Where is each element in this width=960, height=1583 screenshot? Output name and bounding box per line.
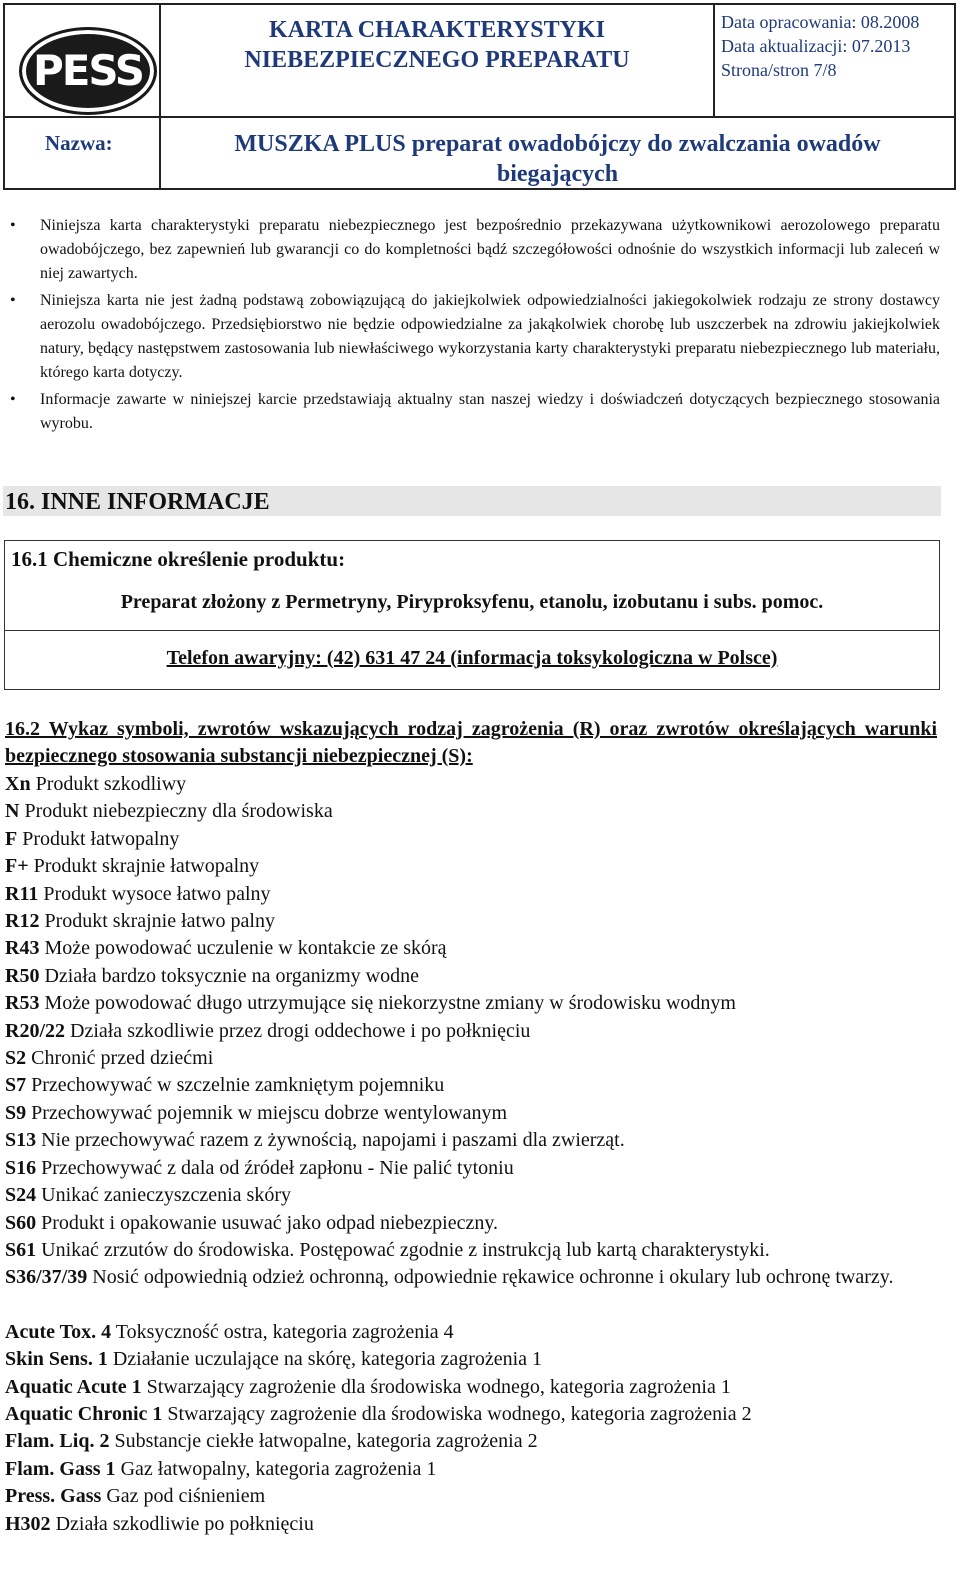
code-entry <box>5 826 940 853</box>
code-symbol: S16 <box>5 1156 37 1179</box>
code-entry <box>5 1155 940 1182</box>
code-entry <box>5 798 940 825</box>
code-symbol: Press. Gass <box>5 1485 102 1508</box>
code-symbol: S2 <box>5 1047 27 1070</box>
pess-logo-icon <box>19 27 157 115</box>
code-description: Stwarzający zagrożenie dla środowiska wodnego, kategoria zagrożenia 2 <box>162 1402 752 1425</box>
document-header <box>3 3 956 190</box>
code-entry <box>5 1456 940 1483</box>
product-name-line-2: biegających <box>496 161 619 187</box>
code-symbol: H302 <box>5 1512 51 1535</box>
code-entry <box>5 963 940 990</box>
code-entry <box>5 1045 940 1072</box>
code-symbol: S24 <box>5 1184 37 1207</box>
code-symbol: R12 <box>5 910 40 933</box>
code-description: Unikać zanieczyszczenia skóry <box>36 1184 291 1207</box>
code-symbol: R43 <box>5 937 40 960</box>
disclaimer-list <box>10 214 940 439</box>
code-description: Toksyczność ostra, kategoria zagrożenia 4 <box>111 1320 454 1343</box>
code-description: Produkt niebezpieczny dla środowiska <box>19 800 333 823</box>
code-symbol: Aquatic Acute 1 <box>5 1375 142 1398</box>
code-description: Nie przechowywać razem z żywnością, napojami i paszami dla zwierząt. <box>36 1129 625 1152</box>
code-symbol: Skin Sens. 1 <box>5 1348 108 1371</box>
code-entry <box>5 1237 940 1264</box>
box-divider <box>5 630 939 631</box>
subsection-heading-16-2: 16.2 Wykaz symboli, zwrotów wskazujących rodzaj zagrożenia (R) oraz zwrotów określających warunki bezpiecznego stosowania substancji niebezpiecznej (S): <box>5 718 937 767</box>
code-symbol: S13 <box>5 1129 37 1152</box>
code-symbol: Flam. Liq. 2 <box>5 1430 110 1453</box>
code-symbol: F <box>5 827 18 850</box>
code-description: Działanie uczulające na skórę, kategoria zagrożenia 1 <box>107 1348 543 1371</box>
code-entry <box>5 1100 940 1127</box>
chemical-identification-box <box>4 540 940 690</box>
logo-text: PESS <box>32 46 144 95</box>
code-description: Może powodować długo utrzymujące się niekorzystne zmiany w środowisku wodnym <box>39 992 736 1015</box>
code-symbol: Flam. Gass 1 <box>5 1457 116 1480</box>
title-line-2: NIEBEZPIECZNEGO PREPARATU <box>244 47 630 73</box>
spacer <box>5 1292 940 1319</box>
code-description: Działa szkodliwie przez drogi oddechowe i po połknięciu <box>65 1019 531 1042</box>
logo-cell <box>5 5 161 118</box>
product-name <box>161 118 954 188</box>
code-symbol: S60 <box>5 1211 37 1234</box>
code-description: Może powodować uczulenie w kontakcie ze skórą <box>39 937 447 960</box>
code-symbol: N <box>5 800 20 823</box>
code-description: Produkt skrajnie łatwopalny <box>28 855 260 878</box>
code-description: Przechowywać pojemnik w miejscu dobrze wentylowanym <box>26 1101 508 1124</box>
emergency-phone: Telefon awaryjny: (42) 631 47 24 (informacja toksykologiczna w Polsce) <box>166 647 778 669</box>
date-created: Data opracowania: 08.2008 <box>721 12 920 32</box>
code-symbol: S9 <box>5 1101 27 1124</box>
code-description: Gaz łatwopalny, kategoria zagrożenia 1 <box>115 1457 437 1480</box>
code-entry <box>5 1374 940 1401</box>
hazard-codes-list <box>5 771 940 1538</box>
code-entry <box>5 935 940 962</box>
document-title <box>161 5 715 118</box>
code-description: Chronić przed dziećmi <box>26 1047 214 1070</box>
section-heading-16: 16. INNE INFORMACJE <box>3 486 941 516</box>
code-entry <box>5 1401 940 1428</box>
code-entry <box>5 1210 940 1237</box>
code-entry <box>5 1072 940 1099</box>
code-symbol: R53 <box>5 992 40 1015</box>
code-description: Gaz pod ciśnieniem <box>101 1485 266 1508</box>
page-number: Strona/stron 7/8 <box>721 60 837 80</box>
code-description: Działa bardzo toksycznie na organizmy wodne <box>39 964 419 987</box>
subsection-heading-16-1: 16.1 Chemiczne określenie produktu: <box>11 547 346 571</box>
code-entry <box>5 1511 940 1538</box>
date-updated: Data aktualizacji: 07.2013 <box>721 36 911 56</box>
code-entry <box>5 908 940 935</box>
code-symbol: Xn <box>5 773 31 795</box>
code-entry <box>5 1182 940 1209</box>
code-description: Produkt i opakowanie usuwać jako odpad niebezpieczny. <box>36 1211 499 1234</box>
code-entry <box>5 1483 940 1510</box>
code-entry <box>5 881 940 908</box>
code-symbol: S61 <box>5 1238 37 1261</box>
code-description: Substancje ciekłe łatwopalne, kategoria zagrożenia 2 <box>109 1430 538 1453</box>
code-description: Przechowywać z dala od źródeł zapłonu - Nie palić tytoniu <box>36 1156 514 1179</box>
code-entry <box>5 853 940 880</box>
code-entry <box>5 1319 940 1346</box>
code-entry <box>5 1127 940 1154</box>
code-symbol: Acute Tox. 4 <box>5 1320 112 1343</box>
code-entry <box>5 990 940 1017</box>
name-label: Nazwa: <box>5 118 161 188</box>
code-symbol: S7 <box>5 1074 27 1097</box>
code-description: Produkt szkodliwy <box>30 773 187 795</box>
code-symbol: R50 <box>5 964 40 987</box>
code-description: Unikać zrzutów do środowiska. Postępować zgodnie z instrukcją lub kartą charakterystyki. <box>36 1238 770 1261</box>
code-entry <box>5 1346 940 1373</box>
code-entry <box>5 1264 940 1291</box>
disclaimer-item: • Niniejsza karta nie jest żadną podstawą zobowiązującą do jakiejkolwiek odpowiedzialności jakiegokolwiek rodzaju ze strony dostawcy aerozolu owadobójczego. Przedsiębiorstwo nie będzie odpowiedzialne za jakąkolwiek chorobę lub uszczerbek na zdrowiu jakiejkolwiek natury, będący następstwem zastosowania lub niewłaściwego wykorzystania karty charakterystyki preparatu niebezpiecznego lub materiału, którego karta dotyczy. <box>10 289 940 385</box>
code-symbol: S36/37/39 <box>5 1266 88 1289</box>
code-symbol: F+ <box>5 855 29 878</box>
code-entry <box>5 1428 940 1455</box>
disclaimer-item: • Niniejsza karta charakterystyki preparatu niebezpiecznego jest bezpośrednio przekazywana użytkownikowi aerozolowego preparatu owadobójczego, bez zapewnień lub gwarancji co do kompletności bądź szczegółowości odnośnie do wszystkich informacji lub zaleceń w niej zawartych. <box>10 214 940 286</box>
code-description: Produkt skrajnie łatwo palny <box>39 910 275 933</box>
title-line-1: KARTA CHARAKTERYSTYKI <box>269 17 605 43</box>
code-entry <box>5 771 940 798</box>
preparation-composition: Preparat złożony z Permetryny, Piryproksyfenu, etanolu, izobutanu i subs. pomoc. <box>120 591 824 613</box>
code-description: Produkt wysoce łatwo palny <box>38 882 271 905</box>
code-description: Produkt łatwopalny <box>17 827 180 850</box>
code-description: Stwarzający zagrożenie dla środowiska wodnego, kategoria zagrożenia 1 <box>141 1375 731 1398</box>
disclaimer-item: • Informacje zawarte w niniejszej karcie przedstawiają aktualny stan naszej wiedzy i doświadczeń dotyczących bezpiecznego stosowania wyrobu. <box>10 388 940 436</box>
code-symbol: Aquatic Chronic 1 <box>5 1402 163 1425</box>
product-name-line-1: MUSZKA PLUS preparat owadobójczy do zwalczania owadów <box>234 131 881 157</box>
code-entry <box>5 1018 940 1045</box>
code-description: Przechowywać w szczelnie zamkniętym pojemniku <box>26 1074 445 1097</box>
code-description: Działa szkodliwie po połknięciu <box>50 1512 314 1535</box>
code-symbol: R11 <box>5 882 39 905</box>
code-symbol: R20/22 <box>5 1019 65 1042</box>
document-dates <box>715 5 954 118</box>
code-description: Nosić odpowiednią odzież ochronną, odpowiednie rękawice ochronne i okulary lub ochronę twarzy. <box>87 1266 894 1289</box>
